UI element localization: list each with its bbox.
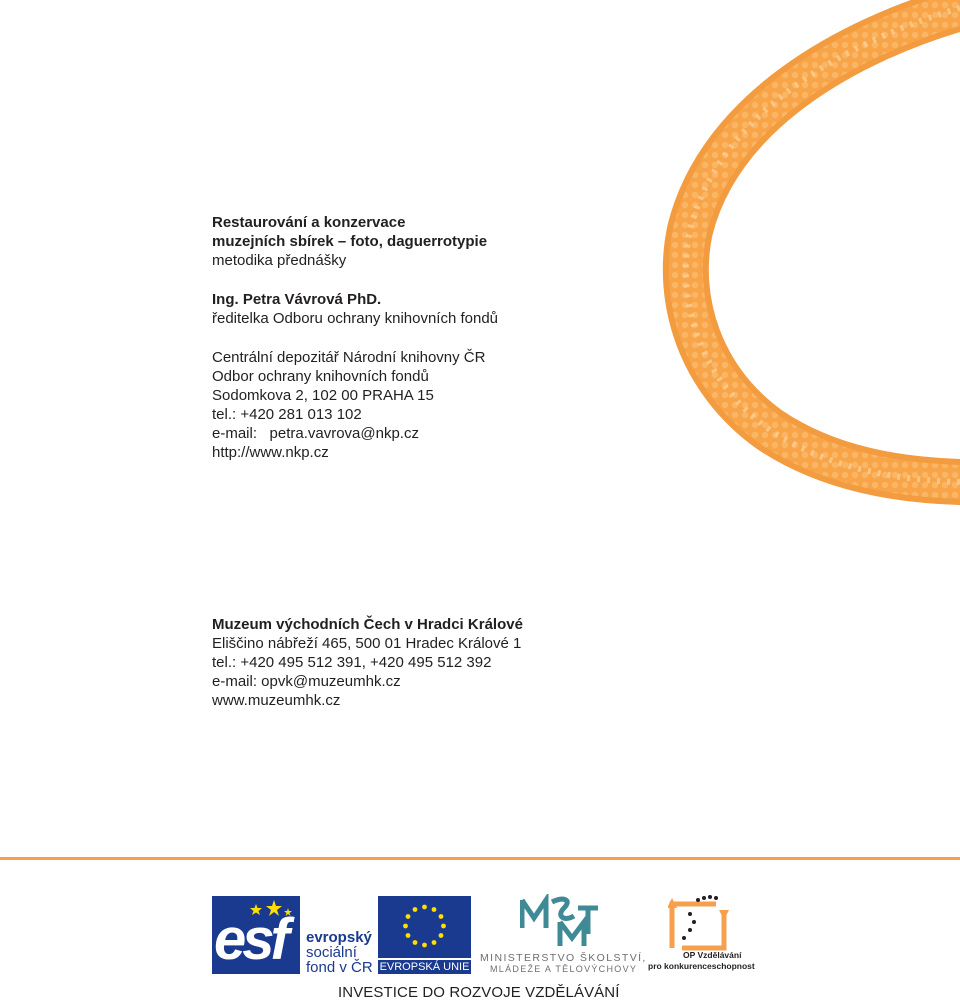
author-role: ředitelka Odboru ochrany knihovních fondů xyxy=(212,310,499,327)
publication-subtitle: metodika přednášky xyxy=(212,252,347,269)
investment-tagline: INVESTICE DO ROZVOJE VZDĚLÁVÁNÍ xyxy=(338,984,620,1001)
eu-logo xyxy=(378,896,471,974)
museum-block xyxy=(212,615,523,710)
op-line1: OP Vzdělávání xyxy=(683,950,742,960)
esf-logo-box xyxy=(212,896,300,974)
institution-email[interactable]: e-mail: petra.vavrova@nkp.cz xyxy=(212,425,419,442)
esf-line3: fond v ČR xyxy=(306,959,373,976)
op-line2: pro konkurenceschopnost xyxy=(648,961,755,971)
esf-letters: esf xyxy=(214,907,286,972)
museum-web[interactable]: www.muzeumhk.cz xyxy=(212,692,341,709)
museum-address: Eliščino nábřeží 465, 500 01 Hradec Králové 1 xyxy=(212,635,522,652)
publication-title-block xyxy=(212,213,487,270)
publication-title-line1: Restaurování a konzervace xyxy=(212,214,406,231)
eu-label: EVROPSKÁ UNIE xyxy=(379,961,470,973)
institution-line2: Odbor ochrany knihovních fondů xyxy=(212,368,429,385)
footer-divider xyxy=(0,857,960,860)
author-block xyxy=(212,290,498,328)
msmt-line1: MINISTERSTVO ŠKOLSTVÍ, xyxy=(480,952,647,964)
publication-title-line2: muzejních sbírek – foto, daguerrotypie xyxy=(212,233,488,250)
msmt-logo xyxy=(480,894,647,974)
esf-line1: evropský xyxy=(306,929,372,946)
institution-tel: tel.: +420 281 013 102 xyxy=(212,406,362,423)
esf-logo xyxy=(212,896,372,974)
msmt-line2: MLÁDEŽE A TĚLOVÝCHOVY xyxy=(490,964,638,974)
institution-line1: Centrální depozitář Národní knihovny ČR xyxy=(212,349,486,366)
op-logo xyxy=(648,894,753,974)
msmt-emblem-icon xyxy=(520,894,600,950)
eu-stars-icon xyxy=(378,896,471,958)
op-emblem-icon xyxy=(668,894,732,952)
institution-web[interactable]: http://www.nkp.cz xyxy=(212,444,329,461)
esf-line2: sociální xyxy=(306,944,357,961)
author-name: Ing. Petra Vávrová PhD. xyxy=(212,291,382,308)
eu-flag xyxy=(378,896,471,958)
museum-email[interactable]: e-mail: opvk@muzeumhk.cz xyxy=(212,673,401,690)
museum-tel: tel.: +420 495 512 391, +420 495 512 392 xyxy=(212,654,492,671)
institution-address: Sodomkova 2, 102 00 PRAHA 15 xyxy=(212,387,434,404)
museum-name: Muzeum východních Čech v Hradci Králové xyxy=(212,616,523,633)
esf-text xyxy=(306,930,373,975)
institution-block xyxy=(212,348,485,462)
